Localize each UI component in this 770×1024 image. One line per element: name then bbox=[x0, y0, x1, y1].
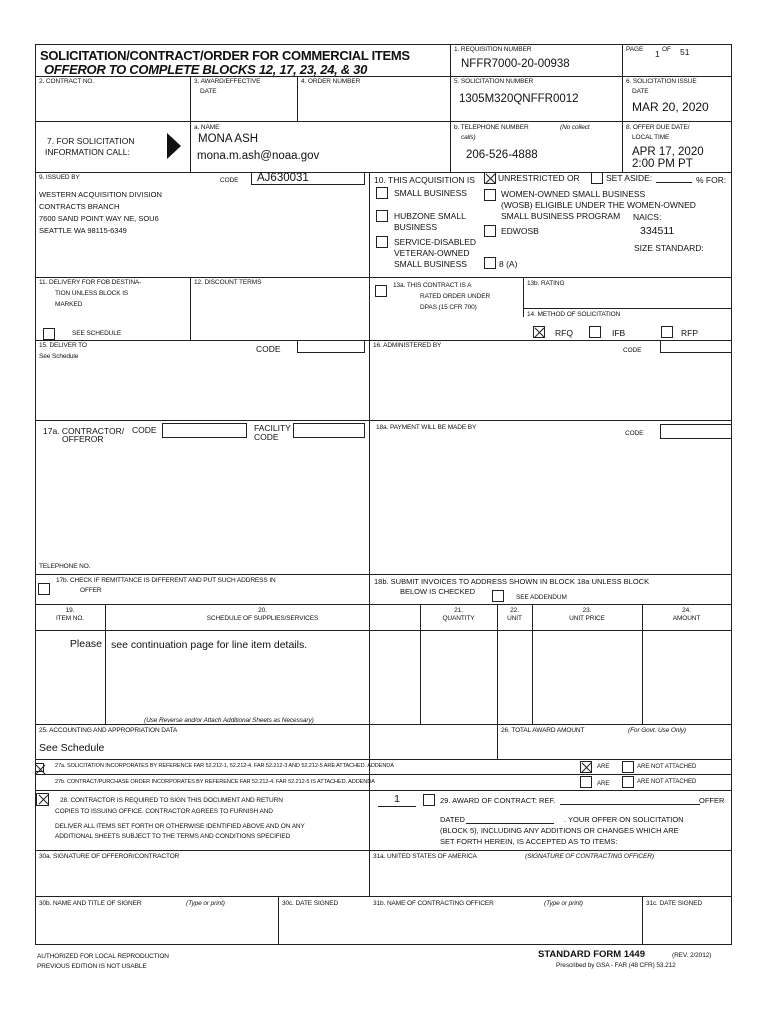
discount-terms-label: 12. DISCOUNT TERMS bbox=[194, 279, 262, 286]
requisition-label: 1. REQUISITION NUMBER bbox=[454, 46, 532, 53]
small-business-label: SMALL BUSINESS bbox=[394, 188, 467, 198]
rfp-checkbox[interactable] bbox=[661, 326, 673, 338]
line-item-no: Please bbox=[69, 638, 102, 650]
payment-by-label: 18a. PAYMENT WILL BE MADE BY bbox=[376, 424, 477, 431]
co-name-label: 31b. NAME OF CONTRACTING OFFICER bbox=[373, 900, 494, 907]
deliver-to-value: See Schedule bbox=[39, 353, 79, 360]
eight-a-checkbox[interactable] bbox=[484, 257, 496, 269]
see-addendum-checkbox[interactable] bbox=[492, 590, 504, 602]
page-number: 1 bbox=[655, 49, 660, 59]
header-unit-text: UNIT bbox=[507, 615, 522, 622]
requisition-number[interactable]: NFFR7000-20-00938 bbox=[461, 58, 570, 70]
see-addendum-label: SEE ADDENDUM bbox=[516, 594, 567, 601]
offer-due-label: 8. OFFER DUE DATE/ bbox=[626, 124, 690, 131]
contact-name[interactable]: MONA ASH bbox=[198, 133, 259, 145]
facility-code-field[interactable] bbox=[293, 423, 365, 438]
award-offer-label: OFFER bbox=[699, 796, 725, 805]
sign-required-line-1: 28. CONTRACTOR IS REQUIRED TO SIGN THIS DOCUMENT AND RETURN bbox=[60, 797, 283, 804]
rated-order-line-1: 13a. THIS CONTRACT IS A bbox=[393, 282, 472, 289]
acquisition-label: 10. THIS ACQUISITION IS bbox=[374, 175, 475, 185]
info-call-label-2: INFORMATION CALL: bbox=[45, 147, 130, 157]
award-checkbox[interactable] bbox=[423, 794, 435, 806]
far-27b-are-checkbox[interactable] bbox=[580, 776, 592, 788]
set-aside-pct-for: % FOR: bbox=[696, 175, 727, 185]
copies-count[interactable]: 1 bbox=[394, 793, 400, 805]
contractor-label: 17a. CONTRACTOR/ bbox=[43, 426, 125, 436]
remittance-label: 17b. CHECK IF REMITTANCE IS DIFFERENT AND PUT SUCH ADDRESS IN bbox=[56, 577, 276, 584]
ifb-checkbox[interactable] bbox=[589, 326, 601, 338]
administered-by-code-field[interactable] bbox=[660, 340, 732, 353]
award-dated-label: DATED bbox=[440, 815, 465, 824]
far-27a-are-label: ARE bbox=[597, 764, 610, 770]
hubzone-line-1: HUBZONE SMALL bbox=[394, 211, 466, 221]
issued-by-address-line-1: WESTERN ACQUISITION DIVISION bbox=[39, 190, 162, 199]
far-27a-are-not-checkbox[interactable] bbox=[622, 761, 634, 773]
issued-by-address-line-3: 7600 SAND POINT WAY NE, SOU6 bbox=[39, 214, 159, 223]
line-item-description: see continuation page for line item details. bbox=[111, 639, 308, 651]
sdvosb-line-1: SERVICE-DISABLED bbox=[394, 237, 477, 247]
telephone-label: b. TELEPHONE NUMBER bbox=[454, 124, 529, 131]
offer-due-label-2: LOCAL TIME bbox=[632, 134, 670, 141]
solicitation-number-label: 5. SOLICITATION NUMBER bbox=[454, 78, 534, 85]
issued-by-label: 9. ISSUED BY bbox=[39, 174, 80, 181]
rated-order-checkbox[interactable] bbox=[375, 285, 387, 297]
issued-by-address-line-4: SEATTLE WA 98115-6349 bbox=[39, 226, 127, 235]
header-item-no-num: 19. bbox=[65, 607, 75, 614]
method-label: 14. METHOD OF SOLICITATION bbox=[527, 311, 621, 318]
header-quantity-text: QUANTITY bbox=[442, 615, 475, 622]
co-date-label: 31c. DATE SIGNED bbox=[646, 900, 703, 907]
rated-order-line-3: DPAS (15 CFR 700) bbox=[420, 304, 477, 311]
signer-name-note: (Type or print) bbox=[186, 900, 225, 907]
header-unit-price-text: UNIT PRICE bbox=[569, 615, 605, 622]
footer-revision: (REV. 2/2012) bbox=[672, 952, 712, 959]
set-aside-pct-line[interactable] bbox=[656, 182, 692, 183]
award-text-1: . YOUR OFFER ON SOLICITATION bbox=[564, 815, 684, 824]
header-amount-text: AMOUNT bbox=[672, 615, 701, 622]
rating-label: 13b. RATING bbox=[527, 280, 565, 287]
offer-due-time[interactable]: 2:00 PM PT bbox=[632, 158, 693, 170]
remittance-different-checkbox[interactable] bbox=[38, 583, 50, 595]
deliver-to-code-label: CODE bbox=[256, 344, 281, 354]
small-business-checkbox[interactable] bbox=[376, 187, 388, 199]
telephone-note: (No collect bbox=[560, 124, 590, 131]
ifb-label: IFB bbox=[612, 328, 626, 338]
contractor-label-2: OFFEROR bbox=[62, 434, 104, 444]
table-footnote: (Use Reverse and/or Attach Additional Sheets as Necessary) bbox=[144, 717, 314, 724]
header-unit bbox=[497, 607, 532, 623]
header-item-no-text: ITEM NO. bbox=[55, 615, 85, 622]
issued-by-code: AJ630031 bbox=[257, 172, 309, 184]
rfq-checkbox[interactable] bbox=[533, 326, 545, 338]
set-aside-checkbox[interactable] bbox=[591, 172, 603, 184]
set-aside-label: SET ASIDE: bbox=[606, 173, 653, 183]
administered-by-label: 16. ADMINISTERED BY bbox=[373, 342, 442, 349]
see-schedule-label: SEE SCHEDULE bbox=[72, 330, 122, 337]
sign-required-line-3: DELIVER ALL ITEMS SET FORTH OR OTHERWISE IDENTIFIED ABOVE AND ON ANY bbox=[55, 823, 305, 830]
award-ref-line[interactable] bbox=[560, 804, 700, 805]
wosb-checkbox[interactable] bbox=[484, 189, 496, 201]
award-text-3: SET FORTH HEREIN, IS ACCEPTED AS TO ITEMS: bbox=[440, 837, 618, 846]
header-item-no bbox=[35, 607, 105, 623]
sign-required-line-2: COPIES TO ISSUING OFFICE. CONTRACTOR AGREES TO FURNISH AND bbox=[55, 808, 273, 815]
unrestricted-label: UNRESTRICTED OR bbox=[498, 173, 580, 183]
delivery-fob-line-3: MARKED bbox=[55, 301, 83, 308]
delivery-fob-line-2: TION UNLESS BLOCK IS bbox=[55, 290, 129, 297]
header-unit-num: 22. bbox=[510, 607, 519, 614]
contractor-code-label: CODE bbox=[132, 425, 157, 435]
remittance-label-2: OFFER bbox=[80, 587, 102, 594]
total-award-label: 26. TOTAL AWARD AMOUNT bbox=[501, 727, 585, 734]
telephone-no-label: TELEPHONE NO. bbox=[39, 563, 91, 570]
order-number-label: 4. ORDER NUMBER bbox=[301, 78, 361, 85]
total-award-note: (For Govt. Use Only) bbox=[628, 727, 686, 734]
payment-code-field[interactable] bbox=[660, 424, 732, 439]
wosb-line-3: SMALL BUSINESS PROGRAM bbox=[501, 211, 621, 221]
award-dated-line[interactable] bbox=[466, 823, 554, 824]
naics-label: NAICS: bbox=[633, 212, 662, 222]
offeror-signature-label: 30a. SIGNATURE OF OFFEROR/CONTRACTOR bbox=[39, 853, 180, 860]
far-27b-text: 27b. CONTRACT/PURCHASE ORDER INCORPORATES BY REFERENCE FAR 52.212-4. FAR 52.212-5 IS ATTACHED. ADDENDA bbox=[55, 779, 375, 785]
footer-previous-edition: PREVIOUS EDITION IS NOT USABLE bbox=[37, 963, 147, 970]
header-schedule bbox=[105, 607, 420, 623]
us-signature-note: (SIGNATURE OF CONTRACTING OFFICER) bbox=[525, 853, 654, 860]
form-title: SOLICITATION/CONTRACT/ORDER FOR COMMERCIAL ITEMS bbox=[40, 48, 410, 63]
edwosb-checkbox[interactable] bbox=[484, 225, 496, 237]
rfq-label: RFQ bbox=[555, 328, 573, 338]
sdvosb-line-2: VETERAN-OWNED bbox=[394, 248, 470, 258]
header-unit-price-num: 23. bbox=[582, 607, 592, 614]
header-quantity bbox=[420, 607, 497, 623]
form-subtitle: OFFEROR TO COMPLETE BLOCKS 12, 17, 23, 24, & 30 bbox=[44, 62, 368, 77]
accounting-label: 25. ACCOUNTING AND APPROPRIATION DATA bbox=[39, 727, 178, 734]
info-call-label: 7. FOR SOLICITATION bbox=[47, 136, 135, 146]
wosb-line-2: (WOSB) ELIGIBLE UNDER THE WOMEN-OWNED bbox=[501, 200, 696, 210]
page-of-label: OF bbox=[662, 46, 671, 53]
header-amount bbox=[642, 607, 731, 623]
sdvosb-checkbox[interactable] bbox=[376, 236, 388, 248]
eight-a-label: 8 (A) bbox=[499, 259, 518, 269]
sdvosb-line-3: SMALL BUSINESS bbox=[394, 259, 467, 269]
unrestricted-checkbox[interactable] bbox=[484, 172, 496, 184]
award-date-label: 3. AWARD/EFFECTIVE bbox=[194, 78, 261, 85]
far-27b-are-label: ARE bbox=[597, 781, 610, 787]
submit-invoices-label-2: BELOW IS CHECKED bbox=[400, 587, 476, 596]
issue-date[interactable]: MAR 20, 2020 bbox=[632, 100, 709, 114]
hubzone-checkbox[interactable] bbox=[376, 210, 388, 222]
header-quantity-num: 21. bbox=[454, 607, 463, 614]
footer-reproduction: AUTHORIZED FOR LOCAL REPRODUCTION bbox=[37, 953, 169, 960]
contact-name-label: a. NAME bbox=[194, 124, 220, 131]
far-27a-text: 27a. SOLICITATION INCORPORATES BY REFERENCE FAR 52.212-1, 52.212-4. FAR 52.212-3 AND 52.212-5 ARE ATTACHED. ADDENDA bbox=[55, 763, 394, 769]
solicitation-number[interactable]: 1305M320QNFFR0012 bbox=[459, 93, 579, 105]
contractor-code-field[interactable] bbox=[162, 423, 247, 438]
award-label: 29. AWARD OF CONTRACT: REF. bbox=[440, 796, 556, 805]
contract-no-label: 2. CONTRACT NO. bbox=[39, 78, 95, 85]
header-schedule-text: SCHEDULE OF SUPPLIES/SERVICES bbox=[206, 615, 319, 622]
far-27b-are-not-label: ARE NOT ATTACHED bbox=[637, 779, 697, 785]
award-text-2: (BLOCK 5), INCLUDING ANY ADDITIONS OR CHANGES WHICH ARE bbox=[440, 826, 679, 835]
issue-date-label: 6. SOLICITATION ISSUE bbox=[626, 78, 697, 85]
header-schedule-num: 20. bbox=[258, 607, 267, 614]
copies-underline bbox=[378, 806, 416, 807]
deliver-to-label: 15. DELIVER TO bbox=[39, 342, 87, 349]
footer-form-name: STANDARD FORM 1449 bbox=[538, 949, 645, 960]
contact-phone[interactable]: 206-526-4888 bbox=[466, 149, 538, 161]
arrow-right-icon bbox=[167, 133, 181, 159]
header-amount-num: 24. bbox=[682, 607, 691, 614]
wosb-line-1: WOMEN-OWNED SMALL BUSINESS bbox=[501, 189, 646, 199]
delivery-fob-line-1: 11. DELIVERY FOR FOB DESTINA- bbox=[39, 279, 142, 286]
edwosb-label: EDWOSB bbox=[501, 226, 539, 236]
administered-by-code-label: CODE bbox=[623, 347, 642, 354]
facility-label-2: CODE bbox=[254, 432, 279, 442]
accounting-value[interactable]: See Schedule bbox=[39, 742, 105, 754]
hubzone-line-2: BUSINESS bbox=[394, 222, 437, 232]
see-schedule-checkbox[interactable] bbox=[43, 328, 55, 340]
footer-prescribed: Prescribed by GSA - FAR (48 CFR) 53.212 bbox=[556, 962, 676, 969]
issued-by-code-label: CODE bbox=[220, 177, 239, 184]
payment-code-label: CODE bbox=[625, 430, 644, 437]
deliver-to-code-field[interactable] bbox=[297, 340, 365, 353]
award-date-label-2: DATE bbox=[200, 88, 217, 95]
far-27a-are-not-label: ARE NOT ATTACHED bbox=[637, 764, 697, 770]
contact-email[interactable]: mona.m.ash@noaa.gov bbox=[197, 150, 320, 162]
page-total: 51 bbox=[680, 47, 690, 57]
issue-date-label-2: DATE bbox=[632, 88, 649, 95]
submit-invoices-label: 18b. SUBMIT INVOICES TO ADDRESS SHOWN IN BLOCK 18a UNLESS BLOCK bbox=[374, 577, 650, 586]
rated-order-line-2: RATED ORDER UNDER bbox=[420, 293, 491, 300]
telephone-note-2: calls) bbox=[461, 134, 476, 141]
us-signature-label: 31a. UNITED STATES OF AMERICA bbox=[373, 853, 477, 860]
co-name-note: (Type or print) bbox=[544, 900, 583, 907]
naics-code[interactable]: 334511 bbox=[640, 225, 675, 237]
far-27a-checkbox[interactable] bbox=[35, 763, 44, 772]
facility-label: FACILITY bbox=[254, 423, 291, 433]
far-27a-are-checkbox[interactable] bbox=[580, 761, 592, 773]
offer-due-date[interactable]: APR 17, 2020 bbox=[632, 146, 704, 158]
sign-required-checkbox[interactable] bbox=[36, 793, 49, 806]
size-standard-label: SIZE STANDARD: bbox=[634, 243, 704, 253]
issued-by-address-line-2: CONTRACTS BRANCH bbox=[39, 202, 120, 211]
rfp-label: RFP bbox=[681, 328, 698, 338]
signer-name-label: 30b. NAME AND TITLE OF SIGNER bbox=[39, 900, 142, 907]
offeror-date-label: 30c. DATE SIGNED bbox=[282, 900, 339, 907]
page-label: PAGE bbox=[626, 46, 644, 53]
sign-required-line-4: ADDITIONAL SHEETS SUBJECT TO THE TERMS AND CONDITIONS SPECIFIED bbox=[55, 833, 291, 840]
header-unit-price bbox=[532, 607, 642, 623]
far-27b-are-not-checkbox[interactable] bbox=[622, 776, 634, 788]
